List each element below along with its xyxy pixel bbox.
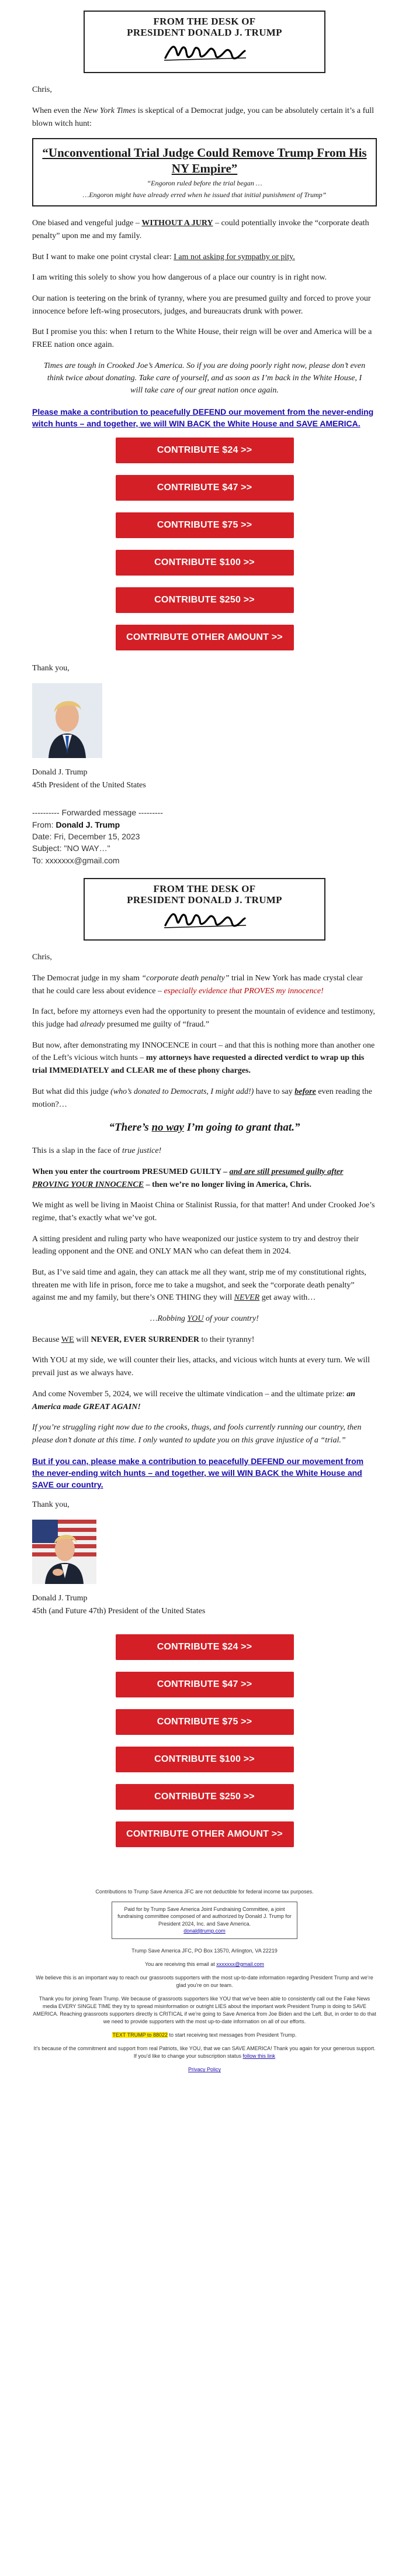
unsubscribe-link[interactable]: follow this link bbox=[242, 2053, 276, 2060]
italic-note: Times are tough in Crooked Joe’s America. So if you are doing poorly right now, please don’t even think twice about donating. Take care of yourself, and as soon as I’m back in the White House, I will take care of our great nation once again. bbox=[43, 361, 366, 395]
contribute-250-button-2[interactable]: CONTRIBUTE $250 >> bbox=[116, 1784, 294, 1810]
greeting: Chris, bbox=[32, 85, 52, 95]
header2-line1: FROM THE DESK OF bbox=[153, 883, 256, 894]
footer-deductible: Contributions to Trump Save America JFC are not deductible for federal income tax purposes. bbox=[95, 1888, 314, 1895]
paragraph-presumed-guilty: When you enter the courtroom PRESUMED GUILTY – and are still presumed guilty after PROVING YOUR INNOCENCE – then we’re no longer living in America, Chris. bbox=[32, 1167, 344, 1189]
portrait-flag-photo bbox=[32, 1520, 96, 1584]
contribute-link[interactable]: Please make a contribution to peacefully DEFEND our movement from the never-ending witch hunts – and together, we will WIN BACK the White House and SAVE AMERICA. bbox=[32, 407, 374, 429]
button-group-2 bbox=[32, 1634, 377, 1847]
thanks: Thank you, bbox=[32, 664, 70, 673]
paragraph-slap: This is a slap in the face of true justice! bbox=[32, 1146, 162, 1156]
paragraph-jury: One biased and vengeful judge – WITHOUT A JURY – could potentially invoke the “corporate death penalty” upon me and my family. bbox=[32, 219, 369, 240]
forward-separator: ---------- Forwarded message --------- bbox=[32, 808, 163, 818]
contribute-24-button[interactable]: CONTRIBUTE $24 >> bbox=[116, 438, 294, 463]
forwarded-header bbox=[32, 807, 377, 866]
desk-header bbox=[84, 11, 325, 73]
paragraph-sham-trial: The Democrat judge in my sham “corporate death penalty” trial in New York has made crystal clear that he could care less about evidence – especially evidence that PROVES my innocence! bbox=[32, 974, 363, 996]
paragraph-promise: But I promise you this: when I return to the White House, their reign will be over and America will be a FREE nation once again. bbox=[32, 328, 372, 350]
donaldjtrump-link[interactable]: donaldjtrump.com bbox=[183, 1928, 226, 1934]
portrait-photo bbox=[32, 683, 102, 758]
paragraph-directed-verdict: But now, after demonstrating my INNOCENCE in court – and that this is nothing more than another one of the Left’s vicious witch hunts – my attorneys have requested a directed verdict to wrap up this trial IMMEDIATELY and CLEAR me of these phony charges. bbox=[32, 1041, 375, 1076]
header-line1: FROM THE DESK OF bbox=[153, 16, 256, 27]
signature-image-2 bbox=[85, 908, 324, 934]
paragraph-judge-said: But what did this judge (who’s donated to Democrats, I might add!) have to say before even reading the motion?… bbox=[32, 1087, 372, 1109]
contribute-24-button-2[interactable]: CONTRIBUTE $24 >> bbox=[116, 1634, 294, 1660]
signer2-title: 45th (and Future 47th) President of the United States bbox=[32, 1606, 206, 1616]
paragraph-sympathy: But I want to make one point crystal clear: I am not asking for sympathy or pity. bbox=[32, 252, 295, 261]
paragraph-maoist: We might as well be living in Maoist China or Stalinist Russia, for that matter! And under Crooked Joe’s regime, that’s exactly what we’ve got. bbox=[32, 1201, 375, 1222]
thanks-2: Thank you, bbox=[32, 1500, 70, 1510]
contribute-100-button-2[interactable]: CONTRIBUTE $100 >> bbox=[116, 1747, 294, 1772]
contribute-47-button-2[interactable]: CONTRIBUTE $47 >> bbox=[116, 1672, 294, 1697]
nyt-quote-box bbox=[32, 138, 377, 206]
paid-for-text: Paid for by Trump Save America Joint Fundraising Committee, a joint fundraising committee composed of and authorized by Donald J. Trump for President 2024, Inc. and Save America. bbox=[117, 1906, 292, 1927]
paragraph-november: And come November 5, 2024, we will receive the ultimate vindication – and the ultimate prize: an America made GREAT AGAIN! bbox=[32, 1389, 355, 1411]
paragraph-with-you: With YOU at my side, we will counter their lies, attacks, and vicious witch hunts at every turn. We will prevail just as we always have. bbox=[32, 1356, 370, 1378]
paragraph-dangerous: I am writing this solely to show you how dangerous of a place our country is in right now. bbox=[32, 273, 327, 283]
italic-note-2: If you’re struggling right now due to the crooks, thugs, and fools currently running our country, then please don’t donate at this time. I only wanted to update you on this grave injustice of a “trial.” bbox=[32, 1423, 362, 1445]
contribute-100-button[interactable]: CONTRIBUTE $100 >> bbox=[116, 550, 294, 576]
paragraph-weaponized: A sitting president and ruling party who have weaponized our justice system to try and destroy their leading opponent and the ONE and ONLY MAN who can defeat them in 2024. bbox=[32, 1234, 359, 1256]
greeting-2: Chris, bbox=[32, 953, 52, 962]
forward-from: From: Donald J. Trump bbox=[32, 819, 120, 829]
signature-block-2 bbox=[32, 1592, 377, 1617]
footer-receiving: You are receiving this email at xxxxxxx@gmail.com bbox=[145, 1961, 264, 1967]
footer-privacy bbox=[32, 2066, 377, 2074]
contribute-75-button[interactable]: CONTRIBUTE $75 >> bbox=[116, 512, 294, 538]
recipient-email-link[interactable]: xxxxxxx@gmail.com bbox=[216, 1961, 264, 1967]
forward-subject: Subject: "NO WAY…" bbox=[32, 843, 110, 853]
paragraph-already: In fact, before my attorneys even had the opportunity to present the mountain of evidence and testimony, this judge had already presumed me guilty of “fraud.” bbox=[32, 1007, 375, 1029]
email-body bbox=[32, 11, 377, 2074]
contribute-47-button[interactable]: CONTRIBUTE $47 >> bbox=[116, 475, 294, 501]
email-footer bbox=[32, 1888, 377, 2074]
forward-to: To: xxxxxxx@gmail.com bbox=[32, 855, 120, 865]
contribute-other-button-2[interactable]: CONTRIBUTE OTHER AMOUNT >> bbox=[116, 1821, 294, 1847]
signer2-name: Donald J. Trump bbox=[32, 1594, 88, 1603]
contribute-other-button[interactable]: CONTRIBUTE OTHER AMOUNT >> bbox=[116, 625, 294, 650]
signer-name: Donald J. Trump bbox=[32, 768, 88, 777]
intro-paragraph: When even the New York Times is skeptical of a Democrat judge, you can be absolutely certain it’s a full blown witch hunt: bbox=[32, 106, 375, 128]
quote-sub2: …Engoron might have already erred when he issued that initial punishment of Trump” bbox=[82, 191, 327, 199]
paragraph-never-surrender: Because WE will NEVER, EVER SURRENDER to their tyranny! bbox=[32, 1335, 255, 1344]
contribute-75-button-2[interactable]: CONTRIBUTE $75 >> bbox=[116, 1709, 294, 1735]
paragraph-robbing: …Robbing YOU of your country! bbox=[150, 1314, 259, 1324]
signer-title: 45th President of the United States bbox=[32, 780, 146, 790]
button-group-1 bbox=[32, 438, 377, 650]
header2-line2: PRESIDENT DONALD J. TRUMP bbox=[127, 894, 282, 905]
footer-generous: It’s because of the commitment and support from real Patriots, like YOU, that we can SAVE AMERICA! Thank you again for your generous support. If you’d like to change your subscription status follow this link bbox=[33, 2045, 376, 2060]
signature-block-1 bbox=[32, 766, 377, 791]
footer-text-trump: TEXT TRUMP to 88022 to start receiving text messages from President Trump. bbox=[112, 2032, 297, 2038]
contribute-250-button[interactable]: CONTRIBUTE $250 >> bbox=[116, 587, 294, 613]
paragraph-tyranny: Our nation is teetering on the brink of tyranny, where you are presumed guilty and forced to prove your innocence before left-wing prosecutors, judges, and bureaucrats drunk with power. bbox=[32, 294, 371, 316]
footer-address: Trump Save America JFC, PO Box 13570, Arlington, VA 22219 bbox=[131, 1947, 278, 1954]
privacy-policy-link[interactable]: Privacy Policy bbox=[188, 2067, 221, 2073]
desk-header-2 bbox=[84, 878, 325, 941]
no-way-quote: “There’s no way I’m going to grant that.” bbox=[109, 1121, 300, 1134]
footer-important: We believe this is an important way to reach our grassroots supporters with the most up-to-date information regarding President Trump and we’re glad you’re on our team. bbox=[36, 1975, 373, 1989]
quote-sub1: “Engoron ruled before the trial began … bbox=[147, 178, 262, 187]
contribute-link-2[interactable]: But if you can, please make a contribution to peacefully DEFEND our movement from the never-ending witch hunts – and together, we will WIN BACK the White House and SAVE our country. bbox=[32, 1456, 364, 1490]
quote-headline: “Unconventional Trial Judge Could Remove Trump From His NY Empire” bbox=[42, 146, 367, 175]
paragraph-one-thing: But, as I’ve said time and again, they can attack me all they want, strip me of my constitutional rights, threaten me with life in prison, force me to take a mugshot, and seek the “corporate death penalty” against me and my family, but there’s ONE THING they will NEVER get away with… bbox=[32, 1268, 366, 1303]
footer-team: Thank you for joining Team Trump. We because of grassroots supporters like YOU that we’ve been able to consistently call out the Fake News media EVERY SINGLE TIME they try to spread misinformation or outright LIES about the important work President Trump is doing to SAVE AMERICA. Reaching grassroots supporters directly is CRITICAL if we’re going to Save America from Joe Biden and the Left. But, in order to do that we need to provide supporters with the most up-to-date information on all of our efforts. bbox=[33, 1996, 376, 2025]
forward-date: Date: Fri, December 15, 2023 bbox=[32, 832, 140, 842]
text-trump-highlight: TEXT TRUMP to 88022 bbox=[112, 2032, 168, 2038]
paid-for-box bbox=[112, 1902, 297, 1939]
signature-image bbox=[85, 40, 324, 66]
header-line2: PRESIDENT DONALD J. TRUMP bbox=[127, 26, 282, 38]
